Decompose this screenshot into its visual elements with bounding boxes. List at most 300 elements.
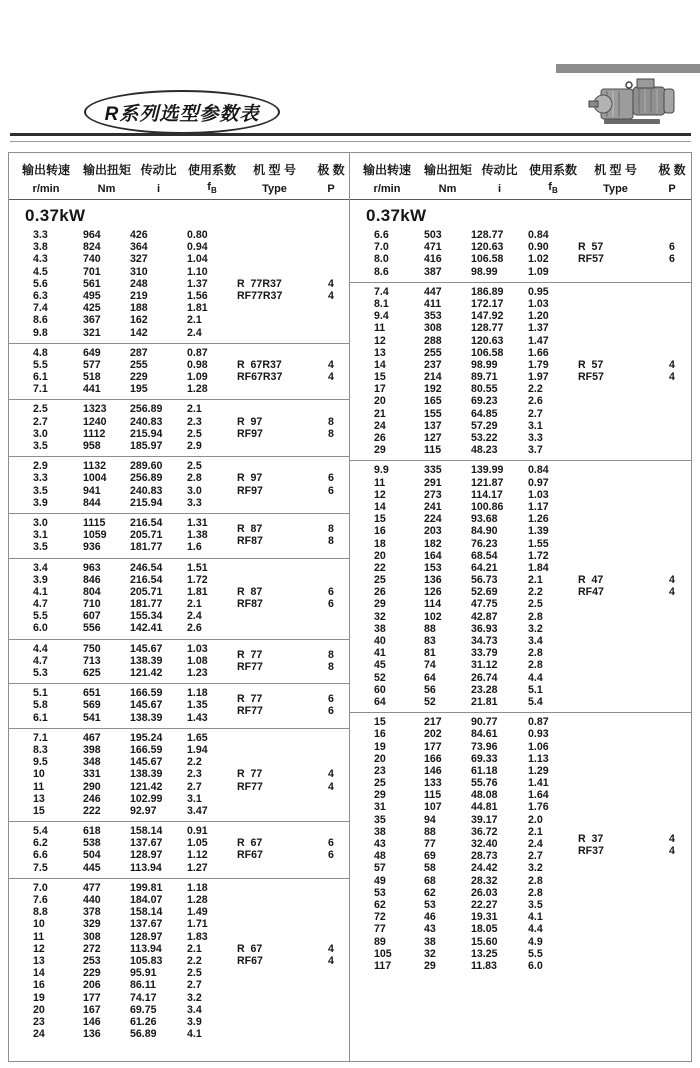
cell-service-factor: 3.2 [528, 622, 543, 635]
table-row [9, 403, 349, 415]
cell-output-speed: 5.1 [33, 687, 48, 700]
cell-service-factor: 4.9 [528, 935, 543, 948]
table-body-left [9, 200, 349, 1040]
cell-output-torque: 62 [424, 886, 436, 899]
cell-output-speed: 4.5 [33, 265, 48, 278]
cell-output-speed: 62 [374, 898, 386, 911]
header-ratio: 传动比 [140, 163, 177, 177]
cell-output-torque: 495 [83, 289, 101, 302]
model-type-label: R 77R37 [237, 277, 282, 290]
model-type-label: R 47 [578, 574, 604, 587]
cell-ratio: 105.83 [130, 954, 163, 967]
cell-output-torque: 182 [424, 537, 442, 550]
pole-count: 4 [669, 586, 675, 599]
cell-output-torque: 43 [424, 923, 436, 936]
cell-service-factor: 1.6 [187, 541, 202, 554]
cell-service-factor: 1.51 [187, 561, 208, 574]
cell-output-speed: 15 [33, 804, 45, 817]
cell-service-factor: 2.2 [187, 954, 202, 967]
cell-service-factor: 2.7 [528, 407, 543, 420]
table-row [350, 562, 691, 574]
cell-output-speed: 7.6 [33, 894, 48, 906]
cell-output-torque: 29 [424, 959, 436, 972]
cell-output-torque: 378 [83, 906, 101, 919]
cell-service-factor: 1.09 [528, 265, 549, 278]
cell-ratio: 215.94 [130, 496, 163, 509]
table-row [350, 684, 691, 696]
cell-ratio: 240.83 [130, 484, 163, 497]
unit-nm: Nm [97, 182, 116, 195]
cell-output-torque: 1323 [83, 403, 107, 416]
unit-i: i [497, 182, 502, 195]
cell-output-torque: 77 [424, 838, 436, 850]
cell-service-factor: 2.3 [187, 768, 202, 781]
cell-ratio: 137.67 [130, 918, 163, 931]
table-row [350, 286, 691, 298]
cell-output-speed: 53 [374, 886, 386, 899]
cell-ratio: 39.17 [471, 813, 498, 826]
cell-output-speed: 20 [374, 752, 386, 765]
cell-output-torque: 651 [83, 687, 101, 700]
cell-output-speed: 6.6 [374, 229, 389, 241]
block-separator [9, 821, 349, 822]
header-model: 机 型 号 [594, 163, 637, 177]
model-type-label: R 77 [237, 768, 263, 781]
cell-service-factor: 1.03 [187, 642, 208, 655]
table-row [9, 610, 349, 622]
cell-ratio: 158.14 [130, 825, 163, 838]
cell-service-factor: 3.2 [187, 991, 202, 1004]
cell-ratio: 327 [130, 253, 148, 266]
cell-service-factor: 2.8 [528, 886, 543, 899]
cell-service-factor: 0.94 [187, 241, 208, 254]
cell-output-speed: 14 [374, 358, 386, 371]
table-row [350, 611, 691, 623]
cell-ratio: 61.18 [471, 764, 498, 777]
cell-service-factor: 1.10 [187, 265, 208, 278]
data-block [9, 687, 349, 724]
cell-output-speed: 6.1 [33, 371, 48, 384]
cell-ratio: 195 [130, 383, 148, 396]
cell-ratio: 256.89 [130, 403, 163, 416]
cell-output-speed: 40 [374, 635, 386, 647]
cell-service-factor: 2.8 [528, 647, 543, 660]
table-row [350, 408, 691, 420]
unit-p: P [327, 182, 335, 195]
table-row [350, 347, 691, 359]
cell-ratio: 89.71 [471, 371, 498, 384]
data-block [9, 562, 349, 635]
table-row [9, 894, 349, 906]
cell-service-factor: 2.8 [187, 472, 202, 485]
cell-output-speed: 64 [374, 695, 386, 708]
cell-ratio: 98.99 [471, 358, 498, 371]
cell-output-torque: 69 [424, 850, 436, 863]
cell-ratio: 145.67 [130, 756, 163, 769]
cell-output-torque: 445 [83, 861, 101, 874]
cell-service-factor: 1.81 [187, 302, 208, 315]
table-row [9, 562, 349, 574]
cell-output-torque: 538 [83, 837, 101, 850]
cell-output-torque: 229 [83, 967, 101, 980]
cell-output-speed: 26 [374, 586, 386, 599]
table-row [9, 931, 349, 943]
model-type-label: RF77 [237, 660, 263, 673]
model-type-label: RF97 [237, 484, 263, 497]
cell-output-torque: 115 [424, 789, 442, 802]
cell-ratio: 172.17 [471, 297, 504, 310]
cell-ratio: 69.33 [471, 752, 498, 765]
title-divider-rule [10, 133, 691, 142]
cell-output-torque: 224 [424, 513, 442, 526]
cell-output-speed: 10 [33, 918, 45, 931]
model-type-label: R 87 [237, 585, 263, 598]
cell-output-torque: 740 [83, 253, 101, 266]
block-separator [9, 878, 349, 879]
power-section-label: 0.37kW [366, 206, 427, 225]
cell-ratio: 128.77 [471, 322, 504, 335]
cell-service-factor: 2.3 [187, 415, 202, 428]
cell-ratio: 426 [130, 229, 148, 241]
table-row [350, 383, 691, 395]
cell-ratio: 100.86 [471, 500, 504, 513]
cell-output-speed: 6.0 [33, 622, 48, 635]
data-block [9, 882, 349, 1040]
cell-output-speed: 11 [33, 930, 45, 943]
cell-ratio: 56.73 [471, 574, 498, 587]
cell-service-factor: 2.7 [187, 979, 202, 992]
cell-ratio: 128.97 [130, 930, 163, 943]
cell-output-speed: 25 [374, 574, 386, 587]
cell-output-speed: 38 [374, 622, 386, 635]
cell-output-torque: 94 [424, 813, 436, 826]
table-row [350, 936, 691, 948]
cell-ratio: 256.89 [130, 472, 163, 485]
cell-output-torque: 1004 [83, 472, 107, 485]
cell-ratio: 289.60 [130, 460, 163, 473]
cell-service-factor: 0.84 [528, 464, 549, 477]
cell-ratio: 48.23 [471, 444, 498, 457]
table-row [9, 460, 349, 472]
cell-service-factor: 1.03 [528, 488, 549, 501]
table-half-left [9, 153, 350, 1061]
table-row [9, 882, 349, 894]
cell-ratio: 31.12 [471, 659, 498, 672]
cell-service-factor: 1.20 [528, 310, 549, 323]
unit-type: Type [262, 182, 287, 195]
model-type-label: R 77 [237, 648, 263, 661]
cell-ratio: 69.75 [130, 1003, 157, 1016]
table-row [350, 420, 691, 432]
cell-output-torque: 1112 [83, 427, 106, 440]
cell-service-factor: 2.8 [528, 659, 543, 672]
cell-output-speed: 89 [374, 935, 386, 948]
cell-output-speed: 5.8 [33, 699, 48, 712]
cell-output-torque: 107 [424, 801, 442, 814]
cell-output-speed: 8.0 [374, 253, 389, 266]
cell-service-factor: 3.47 [187, 804, 208, 817]
cell-service-factor: 1.31 [187, 516, 208, 529]
cell-output-torque: 146 [424, 764, 442, 777]
model-type-label: RF87 [237, 535, 263, 548]
cell-service-factor: 1.17 [528, 500, 549, 513]
cell-ratio: 199.81 [130, 881, 163, 894]
cell-output-torque: 202 [424, 728, 442, 741]
table-row [350, 538, 691, 550]
table-row [9, 229, 349, 241]
table-row [9, 314, 349, 326]
cell-output-torque: 164 [424, 549, 442, 562]
cell-ratio: 138.39 [130, 768, 163, 781]
header-output-torque: 输出扭矩 [83, 163, 132, 177]
cell-output-speed: 21 [374, 407, 386, 420]
cell-service-factor: 1.29 [528, 764, 549, 777]
cell-output-torque: 425 [83, 302, 101, 315]
cell-output-torque: 398 [83, 743, 101, 756]
cell-service-factor: 1.84 [528, 561, 549, 574]
cell-ratio: 121.42 [130, 667, 163, 679]
table-row [350, 335, 691, 347]
cell-output-speed: 20 [374, 549, 386, 562]
cell-output-speed: 2.9 [33, 460, 48, 473]
header-output-speed: 输出转速 [362, 163, 411, 177]
cell-ratio: 23.28 [471, 683, 498, 696]
table-row [350, 789, 691, 801]
cell-service-factor: 5.5 [528, 947, 543, 960]
cell-service-factor: 2.2 [528, 586, 543, 599]
cell-output-speed: 15 [374, 371, 386, 384]
cell-ratio: 68.54 [471, 549, 498, 562]
cell-service-factor: 1.71 [187, 918, 208, 931]
pole-count: 6 [328, 585, 334, 598]
cell-ratio: 205.71 [130, 585, 163, 598]
cell-output-torque: 81 [424, 647, 436, 660]
table-row [350, 777, 691, 789]
cell-service-factor: 0.80 [187, 229, 208, 241]
cell-ratio: 158.14 [130, 906, 163, 919]
cell-output-torque: 625 [83, 667, 101, 679]
data-block [9, 347, 349, 396]
cell-output-speed: 9.8 [33, 326, 48, 339]
model-type-label: RF87 [237, 598, 263, 611]
cell-output-torque: 64 [424, 671, 436, 684]
model-type-label: R 67R37 [237, 358, 282, 371]
cell-output-speed: 11 [33, 780, 45, 793]
cell-service-factor: 2.2 [187, 756, 202, 769]
unit-i: i [156, 182, 161, 195]
cell-ratio: 15.60 [471, 935, 498, 948]
cell-output-speed: 24 [33, 1028, 45, 1041]
cell-service-factor: 1.55 [528, 537, 549, 550]
cell-output-torque: 335 [424, 464, 442, 477]
cell-output-speed: 3.5 [33, 541, 48, 554]
cell-output-speed: 5.5 [33, 610, 48, 623]
power-section-label: 0.37kW [25, 206, 86, 225]
cell-ratio: 73.96 [471, 740, 498, 753]
cell-output-torque: 477 [83, 881, 101, 894]
table-row [9, 793, 349, 805]
cell-ratio: 34.73 [471, 635, 498, 647]
cell-output-torque: 331 [83, 768, 101, 781]
pole-count: 4 [328, 371, 334, 384]
header-output-speed: 输出转速 [21, 163, 70, 177]
cell-ratio: 166.59 [130, 687, 163, 700]
table-row [9, 805, 349, 817]
cell-ratio: 53.22 [471, 432, 498, 444]
pole-count: 4 [669, 833, 675, 846]
cell-ratio: 121.87 [471, 476, 504, 489]
cell-output-speed: 7.1 [33, 731, 48, 744]
cell-service-factor: 0.95 [528, 285, 549, 298]
pole-count: 4 [669, 358, 675, 371]
cell-ratio: 255 [130, 358, 148, 371]
cell-output-speed: 19 [374, 740, 386, 753]
table-row [350, 310, 691, 322]
cell-service-factor: 1.02 [528, 253, 549, 266]
pole-count: 6 [328, 484, 334, 497]
cell-service-factor: 2.1 [187, 314, 202, 327]
cell-output-speed: 4.8 [33, 346, 48, 359]
cell-output-torque: 824 [83, 241, 101, 254]
unit-rpm: r/min [32, 182, 60, 195]
cell-service-factor: 1.94 [187, 743, 208, 756]
cell-output-speed: 16 [374, 728, 386, 741]
cell-output-torque: 440 [83, 894, 101, 906]
cell-service-factor: 3.9 [187, 1015, 202, 1028]
cell-output-torque: 53 [424, 898, 436, 911]
cell-ratio: 205.71 [130, 529, 163, 542]
cell-ratio: 76.23 [471, 537, 498, 550]
pole-count: 8 [328, 535, 334, 548]
cell-output-torque: 750 [83, 642, 101, 655]
cell-output-speed: 9.4 [374, 310, 389, 323]
unit-fb: $f_B$ [548, 181, 558, 196]
cell-output-torque: 136 [83, 1028, 101, 1041]
cell-output-speed: 117 [374, 959, 392, 972]
cell-output-speed: 13 [33, 792, 45, 805]
table-row [9, 241, 349, 253]
cell-ratio: 162 [130, 314, 148, 327]
table-row [350, 501, 691, 513]
cell-ratio: 11.83 [471, 959, 497, 972]
cell-ratio: 84.90 [471, 525, 498, 538]
cell-ratio: 142 [130, 326, 148, 339]
cell-output-speed: 60 [374, 683, 386, 696]
cell-service-factor: 2.1 [187, 942, 202, 955]
table-row [350, 322, 691, 334]
table-row [350, 229, 691, 241]
unit-nm: Nm [438, 182, 457, 195]
header-output-torque: 输出扭矩 [424, 163, 473, 177]
table-row [350, 801, 691, 813]
cell-ratio: 128.97 [130, 849, 163, 862]
cell-output-torque: 541 [83, 711, 101, 724]
data-block [350, 716, 691, 972]
cell-service-factor: 1.04 [187, 253, 208, 266]
cell-output-speed: 23 [33, 1015, 45, 1028]
cell-service-factor: 3.4 [528, 635, 543, 647]
cell-service-factor: 0.90 [528, 241, 549, 254]
cell-ratio: 55.76 [471, 777, 498, 790]
cell-output-torque: 411 [424, 297, 442, 310]
cell-ratio: 240.83 [130, 415, 163, 428]
cell-ratio: 184.07 [130, 894, 163, 906]
table-row [9, 574, 349, 586]
cell-output-torque: 127 [424, 432, 442, 444]
cell-output-speed: 35 [374, 813, 386, 826]
cell-output-speed: 48 [374, 850, 386, 863]
cell-ratio: 42.87 [471, 610, 498, 623]
cell-output-speed: 22 [374, 561, 386, 574]
cell-output-torque: 58 [424, 862, 436, 875]
pole-count: 4 [328, 768, 334, 781]
cell-service-factor: 2.7 [528, 850, 543, 863]
cell-output-speed: 4.4 [33, 642, 48, 655]
cell-ratio: 106.58 [471, 253, 504, 266]
cell-service-factor: 3.7 [528, 444, 543, 457]
block-separator [9, 343, 349, 344]
cell-ratio: 48.08 [471, 789, 498, 802]
cell-service-factor: 1.35 [187, 699, 208, 712]
cell-service-factor: 1.18 [187, 881, 208, 894]
table-row [350, 598, 691, 610]
gearmotor-photo [588, 76, 680, 128]
cell-output-speed: 2.7 [33, 415, 48, 428]
cell-output-speed: 7.4 [33, 302, 48, 315]
cell-output-torque: 272 [83, 942, 101, 955]
cell-ratio: 248 [130, 277, 148, 290]
cell-output-speed: 9.9 [374, 464, 389, 477]
cell-service-factor: 1.65 [187, 731, 208, 744]
pole-count: 4 [328, 955, 334, 967]
cell-service-factor: 1.47 [528, 334, 549, 347]
cell-ratio: 64.85 [471, 407, 498, 420]
cell-output-speed: 26 [374, 432, 386, 444]
cell-ratio: 216.54 [130, 516, 163, 529]
model-type-label: RF67 [237, 849, 263, 862]
cell-ratio: 181.77 [130, 541, 163, 554]
cell-ratio: 13.25 [471, 947, 498, 960]
cell-output-speed: 11 [374, 476, 386, 489]
cell-output-speed: 2.5 [33, 403, 48, 416]
cell-output-torque: 467 [83, 731, 101, 744]
table-row [350, 477, 691, 489]
cell-output-torque: 192 [424, 383, 442, 396]
cell-service-factor: 0.98 [187, 358, 208, 371]
table-body-right [350, 200, 691, 972]
cell-service-factor: 1.41 [528, 777, 549, 790]
cell-service-factor: 0.91 [187, 825, 208, 838]
table-row [9, 253, 349, 265]
cell-output-speed: 3.5 [33, 484, 48, 497]
cell-output-speed: 15 [374, 513, 386, 526]
cell-ratio: 26.03 [471, 886, 498, 899]
cell-output-torque: 290 [83, 780, 101, 793]
cell-output-speed: 32 [374, 610, 386, 623]
model-type-label: R 57 [578, 241, 604, 254]
data-block [9, 643, 349, 680]
cell-output-torque: 804 [83, 585, 101, 598]
cell-ratio: 120.63 [471, 334, 504, 347]
cell-service-factor: 2.1 [187, 403, 202, 416]
header-service-factor: 使用系数 [528, 163, 577, 177]
column-units [350, 179, 691, 198]
cell-output-torque: 255 [424, 346, 442, 359]
cell-service-factor: 1.03 [528, 297, 549, 310]
cell-output-torque: 353 [424, 310, 442, 323]
table-row [9, 1004, 349, 1016]
data-block [350, 464, 691, 708]
